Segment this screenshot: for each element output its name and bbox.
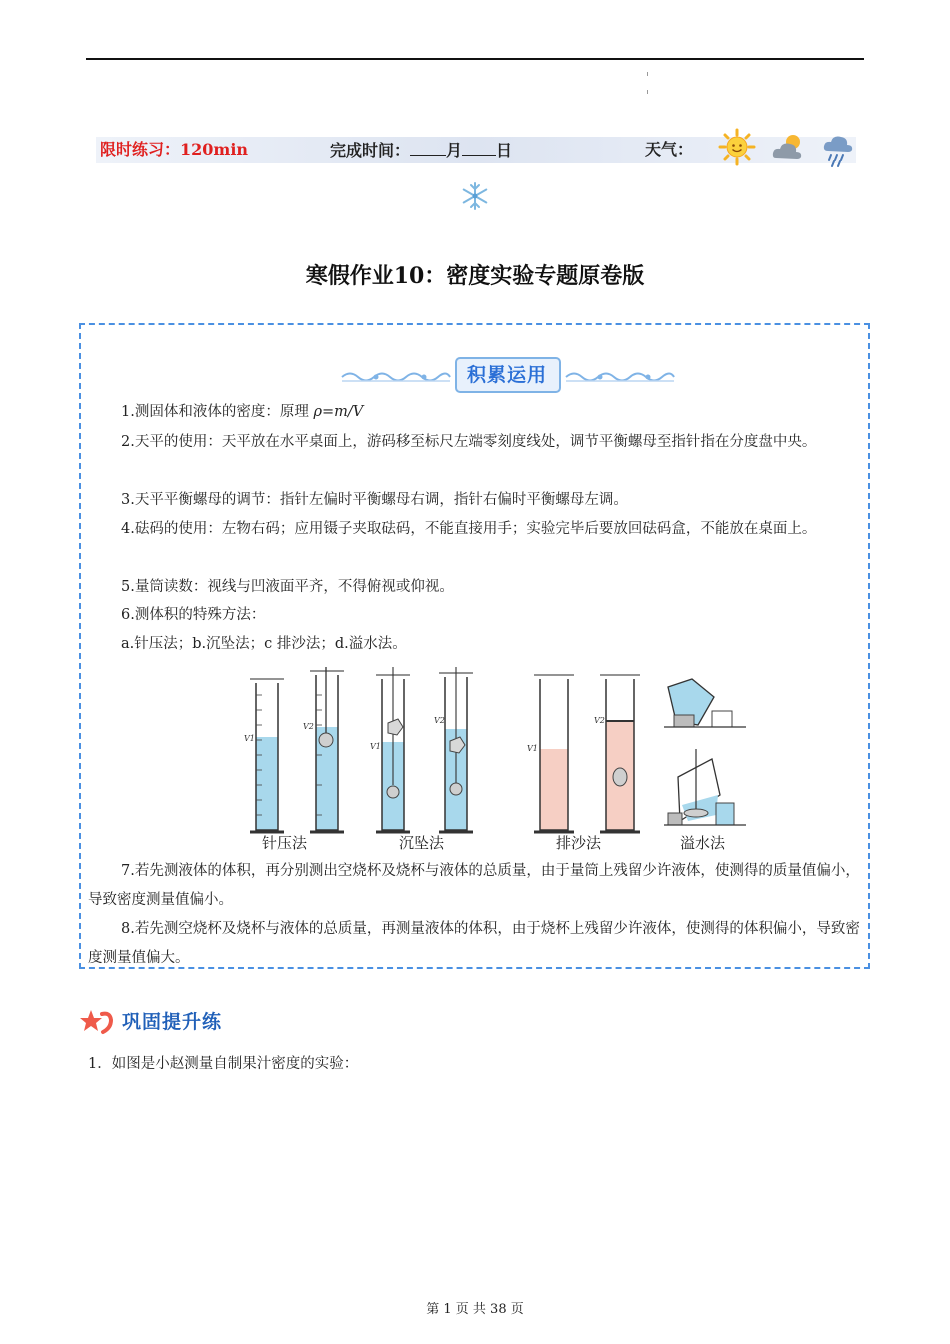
summary-item-3-text: 3.天平平衡螺母的调节：指针左偏时平衡螺母右调，指针右偏时平衡螺母左调。 — [121, 492, 628, 508]
cloudy-icon — [770, 131, 808, 165]
summary-item-1-text: 1.测固体和液体的密度：原理 — [121, 404, 314, 420]
star-icon — [80, 1008, 114, 1036]
month-blank — [410, 139, 446, 156]
top-rule — [86, 58, 864, 60]
weather-label: 天气： — [645, 140, 694, 159]
rain-icon — [822, 131, 856, 167]
summary-item-6-methods — [88, 630, 864, 659]
banner-title: 积累运用 — [466, 364, 547, 386]
summary-item-3 — [88, 486, 864, 515]
question-1: 1．如图是小赵测量自制果汁密度的实验： — [88, 1056, 359, 1072]
summary-item-8-text: 8.若先测空烧杯及烧杯与液体的总质量，再测量液体的体积，由于烧杯上残留少许液体，使测得的体积偏小，导致密度测量值偏大。 — [88, 921, 860, 966]
overflow-setup-1 — [664, 679, 746, 727]
summary-item-2 — [88, 428, 864, 457]
density-formula: ρ=m/V — [313, 404, 364, 420]
v2-label: V2 — [434, 716, 445, 725]
v1-label: V1 — [244, 734, 255, 743]
sand-cylinder-1 — [534, 675, 574, 832]
caption-sand: 排沙法 — [556, 834, 602, 852]
day-blank — [462, 139, 496, 156]
completion-time — [330, 139, 512, 162]
document-title: 寒假作业10：密度实验专题原卷版 — [305, 263, 645, 289]
pin-press-cylinder-1 — [250, 679, 284, 832]
caption-sinker: 沉坠法 — [399, 834, 445, 852]
methods-text: a.针压法；b.沉坠法；c 排沙法；d.溢水法。 — [121, 636, 407, 652]
sinker-cylinder-2 — [439, 667, 473, 832]
pin-press-cylinder-2 — [310, 667, 344, 832]
v2-label: V2 — [594, 716, 605, 725]
summary-item-5-text: 5.量筒读数：视线与凹液面平齐，不得俯视或仰视。 — [121, 579, 454, 595]
summary-item-8 — [88, 915, 864, 973]
sand-cylinder-2 — [600, 675, 640, 832]
margin-mark — [647, 72, 648, 76]
page-footer: 第 1 页 共 38 页 — [426, 1302, 524, 1317]
overflow-setup-2 — [664, 749, 746, 825]
summary-item-1 — [88, 398, 864, 427]
section-title: 巩固提升练 — [122, 1011, 223, 1033]
snowflake-icon — [460, 181, 490, 211]
margin-mark — [647, 90, 648, 94]
caption-overflow: 溢水法 — [680, 834, 726, 852]
summary-item-5 — [88, 573, 864, 602]
v1-label: V1 — [527, 744, 538, 753]
caption-pin-press: 针压法 — [262, 834, 308, 852]
summary-item-4-text: 4.砝码的使用：左物右码；应用镊子夹取砝码，不能直接用手；实验完毕后要放回砝码盒，不能放在桌面上。 — [121, 521, 817, 537]
sinker-cylinder-1 — [376, 667, 410, 832]
month-label: 月 — [446, 141, 463, 160]
summary-item-6 — [88, 601, 864, 630]
sun-icon — [718, 128, 756, 166]
time-limit: 限时练习：120min — [100, 140, 249, 159]
summary-item-6-text: 6.测体积的特殊方法： — [121, 607, 266, 623]
completion-label: 完成时间： — [330, 141, 411, 160]
summary-item-4 — [88, 515, 864, 544]
v1-label: V1 — [370, 742, 381, 751]
day-label: 日 — [496, 141, 513, 160]
summary-item-2-text: 2.天平的使用：天平放在水平桌面上，游码移至标尺左端零刻度线处，调节平衡螺母至指针指在分度盘中央。 — [121, 434, 817, 450]
volume-methods-figure — [240, 665, 760, 855]
summary-item-7-text: 7.若先测液体的体积，再分别测出空烧杯及烧杯与液体的总质量，由于量筒上残留少许液体，使测得的质量值偏小，导致密度测量值偏小。 — [88, 863, 860, 908]
v2-label: V2 — [303, 722, 314, 731]
summary-item-7 — [88, 857, 864, 915]
